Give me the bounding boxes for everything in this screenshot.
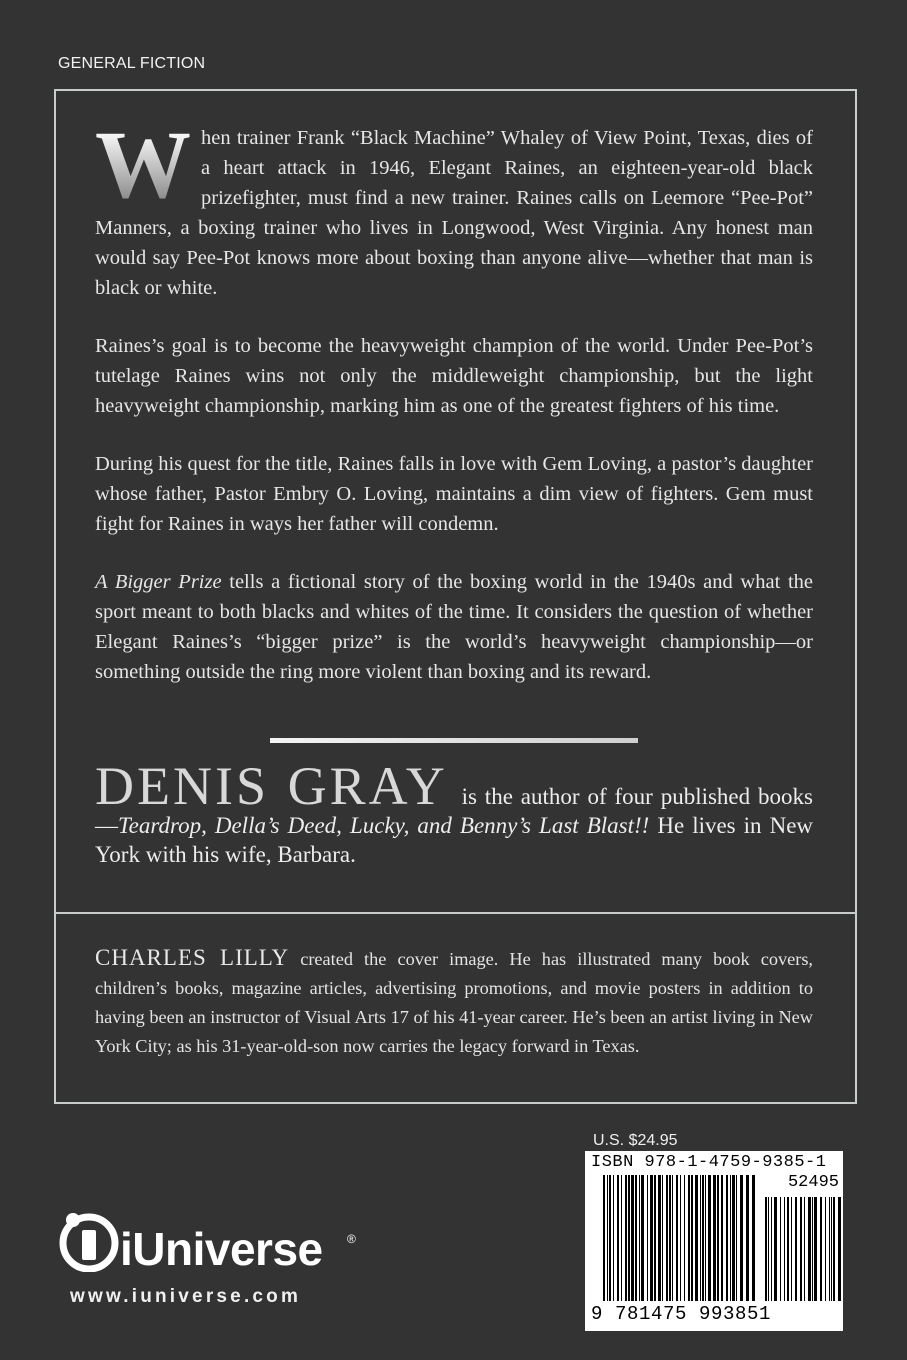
author-bio-end: He lives in New York with his wife, Barbara. — [95, 813, 814, 867]
barcode-bar — [800, 1197, 802, 1301]
barcode-bar — [639, 1175, 640, 1301]
barcode-bar — [654, 1175, 656, 1301]
barcode-bar — [702, 1175, 704, 1301]
barcode-bar — [784, 1197, 785, 1301]
barcode-bar — [641, 1175, 644, 1301]
barcode-bar — [666, 1175, 668, 1301]
barcode-bar — [625, 1175, 627, 1301]
barcode-bar — [613, 1175, 614, 1301]
isbn-text: ISBN 978-1-4759-9385-1 — [591, 1153, 827, 1172]
barcode-bar — [662, 1175, 663, 1301]
barcode-bar — [607, 1175, 608, 1301]
barcode-bar — [650, 1175, 653, 1301]
barcode-bar — [774, 1197, 777, 1301]
book-blurb — [95, 111, 813, 715]
barcode-bar — [635, 1175, 637, 1301]
frame-divider — [54, 912, 857, 914]
barcode-bar — [617, 1175, 619, 1301]
barcode-bar — [603, 1175, 605, 1301]
barcode-bar — [820, 1197, 822, 1301]
barcode-bar — [688, 1175, 690, 1301]
barcode-bar — [791, 1197, 792, 1301]
price-code: 52495 — [787, 1173, 839, 1192]
blurb-paragraph-4 — [95, 567, 813, 687]
drop-cap: W — [95, 111, 191, 218]
author-bio — [95, 756, 814, 869]
price-label: U.S. $24.95 — [593, 1132, 678, 1149]
barcode-bar — [771, 1197, 772, 1301]
barcode-bar — [838, 1197, 841, 1301]
barcode-bar — [746, 1175, 749, 1301]
barcode-bar — [726, 1175, 728, 1301]
barcode-bar — [825, 1197, 826, 1301]
barcode — [585, 1151, 843, 1331]
barcode-bar — [631, 1175, 634, 1301]
genre-label: GENERAL FICTION — [58, 55, 206, 72]
illustrator-bio-text: created the cover image. He has illustrated many book covers, children’s books, magazine articles, advertising promotions, and movie posters in addition to having been an instructor of Visual Arts 17 of his 41-year career. He’s been an artist living in New York City; as his 31-year-old-son now carries the legacy forward in Texas. — [95, 949, 814, 1056]
author-name: DENIS GRAY — [95, 756, 448, 816]
blurb-p1-text: hen trainer Frank “Black Machine” Whaley of View Point, Texas, dies of a heart attack in 1946, Elegant Raines, an eighteen-year-old black prizefighter, must find a new trainer. Raines calls on Leemore “Pee-Pot” Manners, a boxing trainer who lives in Longwood, West Virginia. Any honest man would say Pee-Pot knows more about boxing than anyone alive—whether that man is black or white. — [95, 127, 813, 299]
ean-digits: 9 781475 993851 — [591, 1303, 772, 1325]
barcode-bar — [752, 1175, 755, 1301]
separator-rule — [270, 738, 638, 743]
barcode-bar — [676, 1175, 678, 1301]
barcode-bar — [628, 1175, 630, 1301]
registered-mark: ® — [347, 1232, 356, 1246]
blurb-paragraph-3: During his quest for the title, Raines falls in love with Gem Loving, a pastor’s daughter whose father, Pastor Embry O. Loving, maintains a dim view of fighters. Gem must fight for Raines in ways her father will condemn. — [95, 453, 813, 535]
blurb-p4-text: tells a fictional story of the boxing world in the 1940s and what the sport meant to both blacks and whites of the time. It considers the question of whether Elegant Raines’s “bigger prize” is the world’s heavyweight championship—or something outside the ring more violent than boxing and its reward. — [95, 571, 813, 683]
barcode-bar — [721, 1175, 723, 1301]
illustrator-bio — [95, 943, 813, 1061]
barcode-bar — [736, 1175, 737, 1301]
blurb-paragraph-1 — [95, 111, 813, 303]
barcode-bar — [658, 1175, 661, 1301]
barcode-bar — [609, 1175, 611, 1301]
barcode-bar — [695, 1175, 698, 1301]
barcode-bar — [795, 1197, 797, 1301]
publisher-url[interactable]: www.iuniverse.com — [70, 1286, 302, 1307]
barcode-bar — [765, 1197, 767, 1301]
barcode-bar — [808, 1197, 811, 1301]
barcode-bar — [812, 1197, 813, 1301]
author-bio-start: is the author of four published books— — [95, 784, 813, 838]
barcode-bar — [787, 1197, 789, 1301]
barcode-bar — [833, 1197, 835, 1301]
barcode-bar — [831, 1197, 832, 1301]
barcode-bar — [691, 1175, 693, 1301]
barcode-bar — [621, 1175, 622, 1301]
barcode-bar — [705, 1175, 706, 1301]
barcode-bar — [672, 1175, 673, 1301]
barcode-bar — [732, 1175, 735, 1301]
iuniverse-logo-icon — [58, 1210, 120, 1272]
barcode-bar — [768, 1197, 769, 1301]
barcode-bar — [708, 1175, 711, 1301]
barcode-bar — [680, 1175, 681, 1301]
barcode-bar — [740, 1175, 743, 1301]
illustrator-name: CHARLES LILLY — [95, 945, 290, 970]
author-books: Teardrop, Della’s Deed, Lucky, and Benny’s Last Blast!! — [118, 813, 650, 838]
barcode-bar — [780, 1197, 781, 1301]
barcode-bar — [730, 1175, 731, 1301]
barcode-bar — [669, 1175, 671, 1301]
barcode-bar — [647, 1175, 648, 1301]
barcode-bar — [804, 1197, 805, 1301]
publisher-name: iUniverse — [120, 1223, 323, 1275]
barcode-bar — [713, 1175, 716, 1301]
barcode-bar — [829, 1197, 830, 1301]
book-title: A Bigger Prize — [95, 571, 222, 593]
barcode-bar — [700, 1175, 701, 1301]
blurb-paragraph-2: Raines’s goal is to become the heavyweight champion of the world. Under Pee-Pot’s tutelage Raines wins not only the middleweight championship, but the light heavyweight championship, marking him as one of the greatest fighters of his time. — [95, 335, 813, 417]
barcode-bar — [717, 1175, 719, 1301]
barcode-bar — [684, 1175, 685, 1301]
barcode-bar — [814, 1197, 817, 1301]
